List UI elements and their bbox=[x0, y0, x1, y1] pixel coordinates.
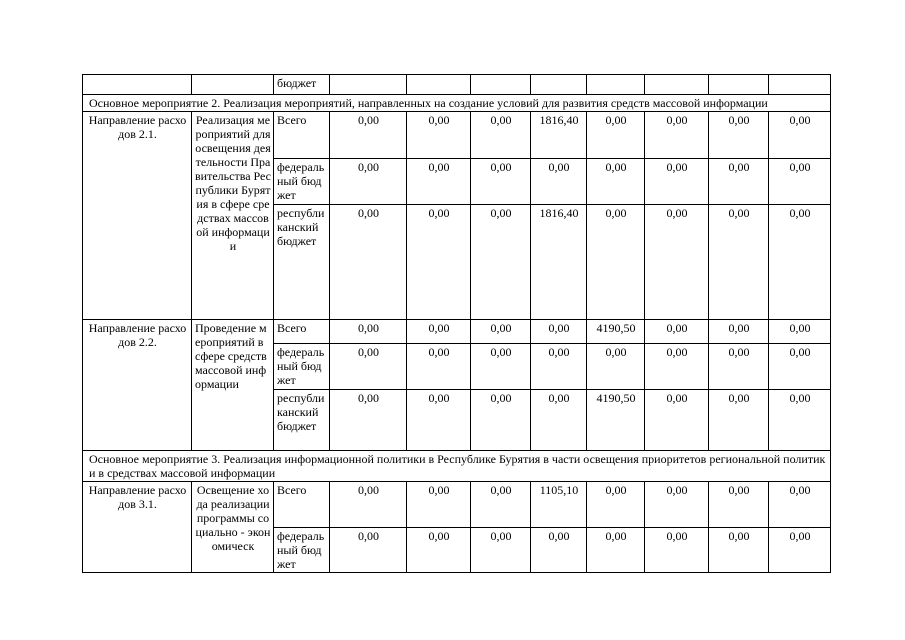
value-cell: 0,00 bbox=[531, 344, 587, 390]
direction-cell: Направление расходов 3.1. bbox=[83, 482, 192, 573]
value-cell: 0,00 bbox=[769, 344, 831, 390]
value-cell: 0,00 bbox=[407, 112, 471, 159]
value-cell: 0,00 bbox=[407, 320, 471, 344]
table-row bbox=[83, 112, 831, 159]
value-cell: 0,00 bbox=[531, 159, 587, 205]
section-header-row bbox=[83, 95, 831, 112]
funding-source: Всего bbox=[274, 320, 330, 344]
value-cell: 0,00 bbox=[587, 344, 645, 390]
value-cell: 0,00 bbox=[471, 320, 531, 344]
value-cell: 0,00 bbox=[645, 482, 709, 528]
activity-cell: Проведение мероприятий в сфере средств массовой информации bbox=[192, 320, 274, 451]
activity-cell: Освещение хода реализации программы социально - экономическ bbox=[192, 482, 274, 573]
table-row bbox=[83, 75, 831, 95]
value-cell: 0,00 bbox=[709, 205, 769, 320]
value-cell: 0,00 bbox=[587, 482, 645, 528]
value-cell: 0,00 bbox=[330, 112, 407, 159]
value-cell: 0,00 bbox=[471, 344, 531, 390]
value-cell: 0,00 bbox=[709, 159, 769, 205]
value-cell: 4190,50 bbox=[587, 390, 645, 451]
value-cell: 0,00 bbox=[645, 390, 709, 451]
value-cell: 0,00 bbox=[645, 112, 709, 159]
value-cell: 0,00 bbox=[330, 528, 407, 573]
value-cell: 0,00 bbox=[531, 320, 587, 344]
value-cell: 0,00 bbox=[330, 390, 407, 451]
funding-source: бюджет bbox=[274, 75, 330, 95]
value-cell: 0,00 bbox=[330, 344, 407, 390]
value-cell: 0,00 bbox=[769, 482, 831, 528]
direction-cell: Направление расходов 2.2. bbox=[83, 320, 192, 451]
value-cell: 0,00 bbox=[407, 159, 471, 205]
value-cell: 0,00 bbox=[645, 320, 709, 344]
value-cell: 0,00 bbox=[709, 344, 769, 390]
value-cell: 0,00 bbox=[471, 482, 531, 528]
value-cell: 0,00 bbox=[471, 112, 531, 159]
value-cell: 0,00 bbox=[587, 112, 645, 159]
value-cell: 0,00 bbox=[407, 528, 471, 573]
activity-cell: Реализация мероприятий для освещения деятельности Правительства Республики Бурятия в сфере средствах массовой информации bbox=[192, 112, 274, 320]
value-cell: 0,00 bbox=[471, 159, 531, 205]
value-cell: 1816,40 bbox=[531, 112, 587, 159]
value-cell: 1816,40 bbox=[531, 205, 587, 320]
value-cell: 0,00 bbox=[471, 390, 531, 451]
value-cell: 1105,10 bbox=[531, 482, 587, 528]
value-cell: 0,00 bbox=[645, 159, 709, 205]
value-cell: 0,00 bbox=[587, 528, 645, 573]
value-cell: 0,00 bbox=[769, 528, 831, 573]
value-cell: 0,00 bbox=[471, 528, 531, 573]
section-3-title: Основное мероприятие 3. Реализация информационной политики в Республике Бурятия в части освещения приоритетов региональной политики в средствах массовой информации bbox=[83, 451, 831, 482]
value-cell: 0,00 bbox=[769, 320, 831, 344]
value-cell: 0,00 bbox=[330, 159, 407, 205]
funding-source: федеральный бюджет bbox=[274, 528, 330, 573]
value-cell: 0,00 bbox=[709, 482, 769, 528]
table-row bbox=[83, 482, 831, 528]
funding-source: Всего bbox=[274, 482, 330, 528]
value-cell: 4190,50 bbox=[587, 320, 645, 344]
funding-source: федеральный бюджет bbox=[274, 159, 330, 205]
value-cell: 0,00 bbox=[769, 112, 831, 159]
funding-source: федеральный бюджет bbox=[274, 344, 330, 390]
section-header-row bbox=[83, 451, 831, 482]
value-cell: 0,00 bbox=[407, 344, 471, 390]
value-cell: 0,00 bbox=[531, 528, 587, 573]
value-cell: 0,00 bbox=[709, 320, 769, 344]
budget-table bbox=[82, 74, 831, 573]
funding-source: республиканский бюджет bbox=[274, 390, 330, 451]
value-cell: 0,00 bbox=[645, 205, 709, 320]
section-2-title: Основное мероприятие 2. Реализация мероприятий, направленных на создание условий для развития средств массовой информации bbox=[83, 95, 831, 112]
value-cell: 0,00 bbox=[330, 320, 407, 344]
value-cell: 0,00 bbox=[407, 205, 471, 320]
value-cell: 0,00 bbox=[407, 390, 471, 451]
funding-source: Всего bbox=[274, 112, 330, 159]
value-cell: 0,00 bbox=[709, 390, 769, 451]
direction-cell: Направление расходов 2.1. bbox=[83, 112, 192, 320]
value-cell: 0,00 bbox=[587, 159, 645, 205]
value-cell: 0,00 bbox=[645, 528, 709, 573]
value-cell: 0,00 bbox=[645, 344, 709, 390]
funding-source: республиканский бюджет bbox=[274, 205, 330, 320]
value-cell: 0,00 bbox=[531, 390, 587, 451]
value-cell: 0,00 bbox=[330, 205, 407, 320]
value-cell: 0,00 bbox=[769, 390, 831, 451]
value-cell: 0,00 bbox=[471, 205, 531, 320]
table-row bbox=[83, 320, 831, 344]
value-cell: 0,00 bbox=[330, 482, 407, 528]
value-cell: 0,00 bbox=[769, 159, 831, 205]
value-cell: 0,00 bbox=[587, 205, 645, 320]
value-cell: 0,00 bbox=[709, 112, 769, 159]
value-cell: 0,00 bbox=[407, 482, 471, 528]
value-cell: 0,00 bbox=[769, 205, 831, 320]
value-cell: 0,00 bbox=[709, 528, 769, 573]
